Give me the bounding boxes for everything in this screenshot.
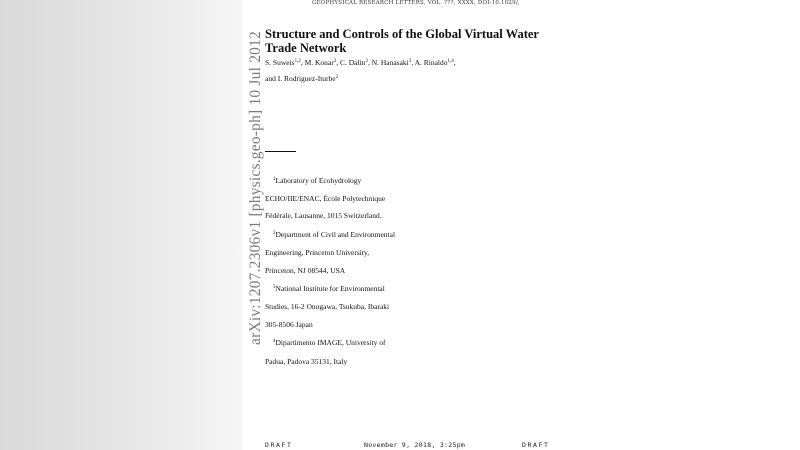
paper-title <box>265 27 585 55</box>
affiliation-3-line-3: 305-8506 Japan <box>265 320 313 329</box>
affiliation-1-line-1 <box>273 176 361 185</box>
paper-page <box>242 0 800 450</box>
scan-margin <box>0 0 242 450</box>
arxiv-identifier: arXiv:1207.2306v1 [physics.geo-ph] 10 Jul 2012 <box>247 30 264 345</box>
title-line-1: Structure and Controls of the Global Virtual Water <box>265 27 539 41</box>
journal-header: GEOPHYSICAL RESEARCH LETTERS, VOL. ???, XXXX, DOI:10.1029/, <box>312 0 520 6</box>
affiliation-2-line-1 <box>273 230 395 239</box>
author-affiliation-mark: 1,2 <box>294 59 301 64</box>
affiliation-1-line-3: Fédérale, Lausanne, 1015 Switzerland. <box>265 211 382 220</box>
affiliation-4-line-2: Padua, Padova 35131, Italy <box>265 357 348 366</box>
affiliation-number: 3 <box>273 285 276 290</box>
author-affiliation-mark: 1,4 <box>447 59 454 64</box>
author-name: , N. Hanasaki <box>367 58 409 67</box>
author-list <box>265 57 595 67</box>
affiliation-text: National Institute for Environmental <box>275 284 385 293</box>
author-affiliation-mark: 2 <box>335 75 339 80</box>
author-affiliation-mark: 2 <box>333 59 337 64</box>
author-name: , M. Konar <box>300 58 334 67</box>
affiliation-text: Laboratory of Ecohydrology <box>275 176 362 185</box>
affiliation-2-line-2: Engineering, Princeton University, <box>265 248 370 257</box>
footer-date: November 9, 2018, 3:25pm <box>364 441 466 449</box>
author-name: , A. Rinaldo <box>411 58 448 67</box>
footnote-rule <box>265 151 296 152</box>
title-line-2: Trade Network <box>265 41 347 55</box>
affiliation-number: 4 <box>273 339 276 344</box>
affiliation-number: 1 <box>273 177 276 182</box>
footer-draft-right: DRAFT <box>522 441 550 449</box>
author-affiliation-mark: 2 <box>365 59 368 64</box>
affiliation-text: Department of Civil and Environmental <box>275 230 396 239</box>
author-name: and I. Rodriguez-Iturbe <box>265 74 336 83</box>
affiliation-number: 2 <box>273 231 276 236</box>
affiliation-1-line-2: ECHO/IIE/ENAC, École Polytechnique <box>265 194 386 203</box>
author-name: , C. Dalin <box>336 58 366 67</box>
affiliation-2-line-3: Princeton, NJ 08544, USA <box>265 266 346 275</box>
author-list-line-2 <box>265 74 595 83</box>
affiliation-3-line-1 <box>273 284 385 293</box>
author-separator: , <box>453 58 456 67</box>
affiliation-text: Dipartimento IMAGE, University of <box>275 338 386 347</box>
affiliation-4-line-1 <box>273 338 385 347</box>
author-name: S. Suweis <box>265 58 295 67</box>
footer-draft-left: DRAFT <box>265 441 293 449</box>
author-affiliation-mark: 3 <box>408 59 412 64</box>
affiliation-3-line-2: Studies, 16-2 Onogawa, Tsukuba, Ibaraki <box>265 302 390 311</box>
